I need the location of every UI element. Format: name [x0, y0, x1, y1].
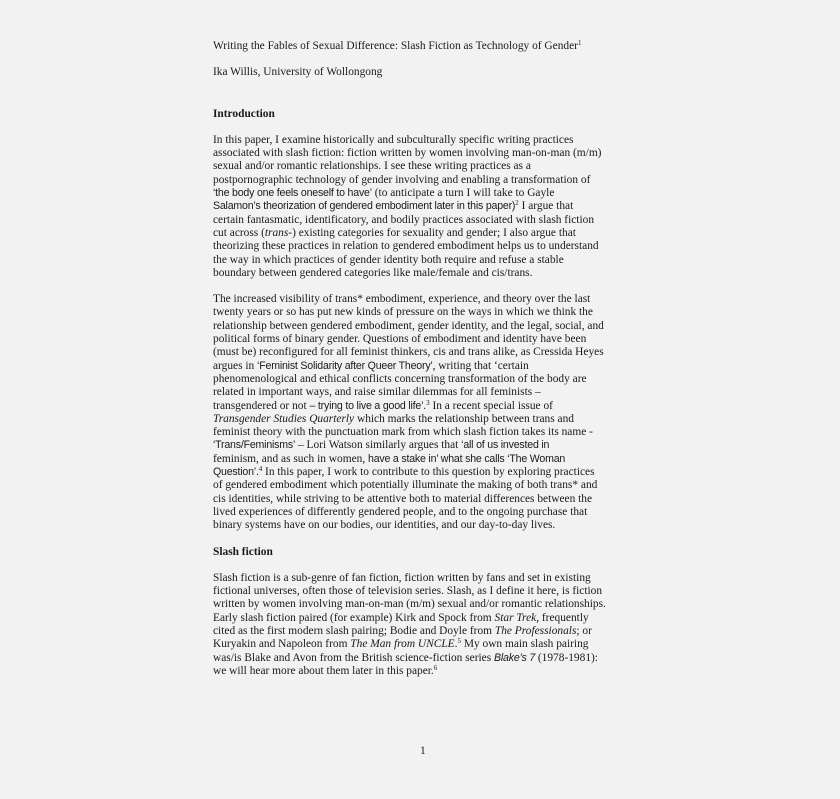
paragraph-3: Slash fiction is a sub-genre of fan fiction, fiction written by fans and set in existing fictional universes, often those of television series. Slash, as I define it here, is fiction written by women involving man-on-man (m/m) sexual and/or romantic relationships. Early slash fiction paired (for example) Kirk and Spock from Star Trek, frequently cited as the first modern slash pairing; Bodie and Doyle from The Professionals; or Kuryakin and Napoleon from The Man from UNCLE.$^5$ My own main slash pairing was/is Blake and Avon from the British science-fiction series Blake’s 7 (1978-1981): we will hear more about them later in this paper.$^6$ — [213, 571, 606, 677]
document-body — [213, 40, 629, 678]
paragraph-2: The increased visibility of trans* embodiment, experience, and theory over the last twenty years or so has put new kinds of pressure on the ways in which we think the relationship between gendered embodiment, gender identity, and the legal, social, and political forms of binary gender. Questions of embodiment and identity have been (must be) reconfigured for all feminist thinkers, cis and trans alike, as Cressida Heyes argues in ‘Feminist Solidarity after Queer Theory’, writing that ‘certain phenomenological and ethical conflicts concerning transformation of the body are related in important ways, and raise similar dilemmas for all feminists – transgendered or not – trying to live a good life’.$^3$ In a recent special issue of Transgender Studies Quarterly which marks the relationship between trans and feminist theory with the punctuation mark from which slash fiction takes its name - ‘Trans/Feminisms’ – Lori Watson similarly argues that ‘all of us invested in feminism, and as such in women, have a stake in’ what she calls ‘The Woman Question’.$^4$ In this paper, I work to contribute to this question by exploring practices of gendered embodiment which potentially illuminate the making of both trans* and cis identities, while striving to be attentive both to material differences between the lived experiences of differently gendered people, and to the ongoing purchase that binary systems have on our bodies, our identities, and our day-to-day lives. — [213, 293, 604, 532]
page-number: 1 — [420, 745, 426, 757]
section-heading-slash-fiction: Slash fiction — [213, 545, 273, 558]
document-title: Writing the Fables of Sexual Difference: Slash Fiction as Technology of Gender$^1$ — [213, 39, 582, 52]
section-heading-introduction: Introduction — [213, 107, 275, 120]
paragraph-1: In this paper, I examine historically and subculturally specific writing practices associated with slash fiction: fiction written by women involving man-on-man (m/m) sexual and/or romantic relationships. I see these writing practices as a postpornographic technology of gender involving and enabling a transformation of ‘the body one feels oneself to have’ (to anticipate a turn I will take to Gayle Salamon’s theorization of gendered embodiment later in this paper)$^2$ I argue that certain fantasmatic, identificatory, and bodily practices associated with slash fiction cut across (trans-) existing categories for sexuality and gender; I also argue that theorizing these practices in relation to gendered embodiment helps us to understand the way in which practices of gender identity both require and refuse a stable boundary between gendered categories like male/female and cis/trans. — [213, 133, 602, 279]
footnote-marker: 1 — [577, 39, 582, 47]
document-author: Ika Willis, University of Wollongong — [213, 66, 383, 79]
